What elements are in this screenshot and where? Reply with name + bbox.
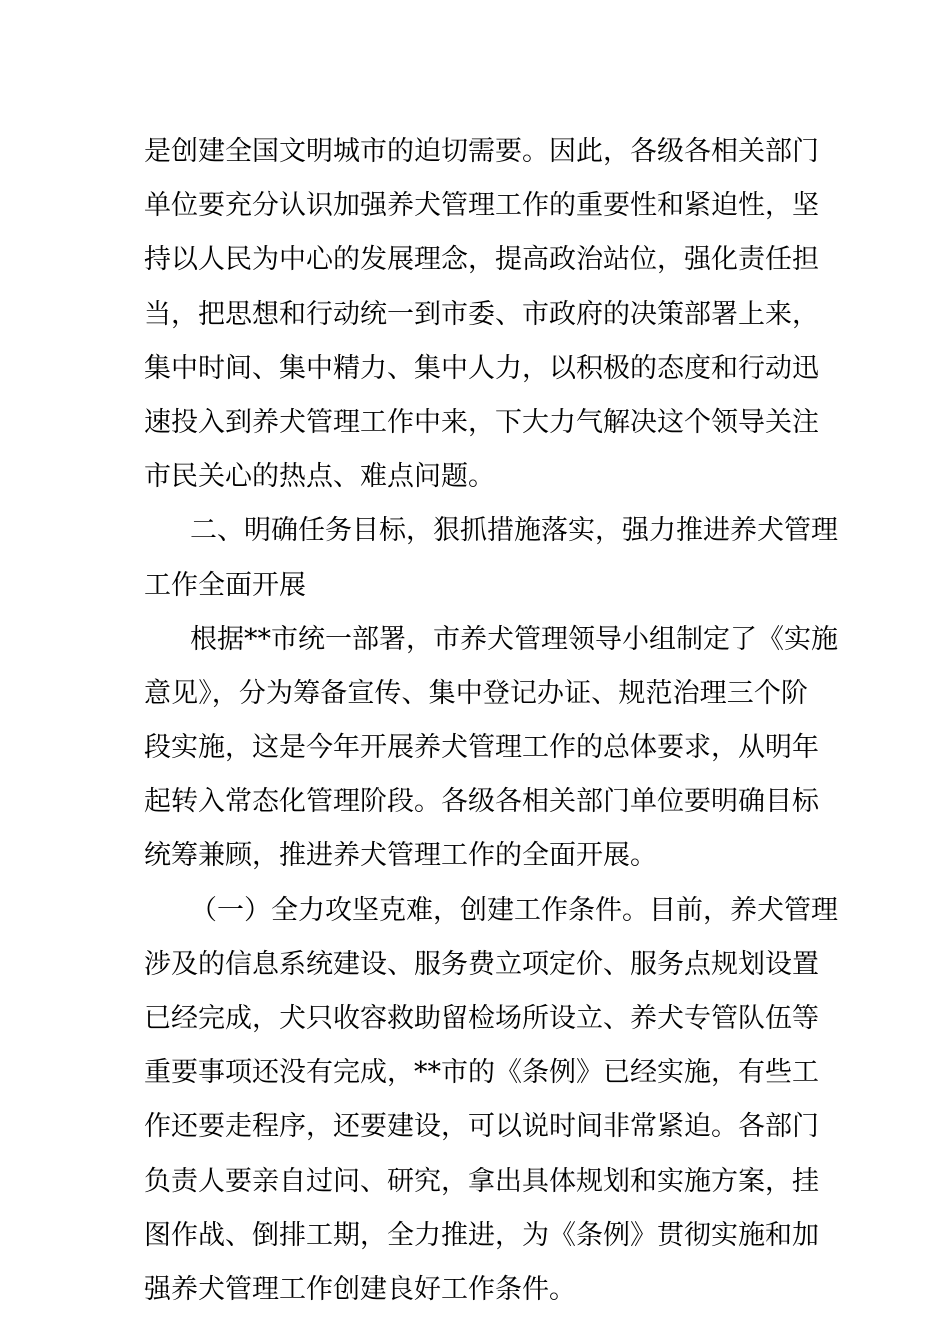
document-body (144, 125, 838, 1317)
text-line: 单位要充分认识加强养犬管理工作的重要性和紧迫性，坚 (144, 190, 819, 222)
text-line: 已经完成，犬只收容救助留检场所设立、养犬专管队伍等 (144, 1003, 819, 1034)
section-heading: 二、明确任务目标，狠抓措施落实，强力推进养犬管理 (190, 515, 838, 547)
text-line: 集中时间、集中精力、集中人力，以积极的态度和行动迅 (144, 352, 819, 384)
text-line: 持以人民为中心的发展理念，提高政治站位，强化责任担 (144, 244, 819, 276)
text-line: 图作战、倒排工期，全力推进，为《条例》贯彻实施和加 (144, 1219, 819, 1251)
text-line: 段实施，这是今年开展养犬管理工作的总体要求，从明年 (144, 732, 819, 764)
text-line: 市民关心的热点、难点问题。 (144, 461, 495, 493)
text-line: 统筹兼顾，推进养犬管理工作的全面开展。 (144, 840, 657, 872)
text-line: 当，把思想和行动统一到市委、市政府的决策部署上来， (144, 298, 819, 330)
section-heading: 工作全面开展 (144, 569, 306, 601)
text-line: 是创建全国文明城市的迫切需要。因此，各级各相关部门 (144, 136, 819, 167)
text-line: 起转入常态化管理阶段。各级各相关部门单位要明确目标 (144, 786, 819, 818)
text-line: 速投入到养犬管理工作中来，下大力气解决这个领导关注 (144, 406, 819, 438)
text-line: 作还要走程序，还要建设，可以说时间非常紧迫。各部门 (144, 1111, 819, 1143)
text-line: 涉及的信息系统建设、服务费立项定价、服务点规划设置 (144, 948, 819, 980)
text-line: 意见》，分为筹备宣传、集中登记办证、规范治理三个阶 (144, 677, 808, 709)
text-line: 负责人要亲自过问、研究，拿出具体规划和实施方案，挂 (144, 1165, 819, 1197)
text-line: 根据**市统一部署，市养犬管理领导小组制定了《实施 (190, 623, 838, 655)
text-line: 强养犬管理工作创建良好工作条件。 (144, 1273, 576, 1305)
text-line: 重要事项还没有完成，**市的《条例》已经实施，有些工 (144, 1057, 819, 1089)
text-line: （一）全力攻坚克难，创建工作条件。目前，养犬管理 (190, 894, 838, 926)
